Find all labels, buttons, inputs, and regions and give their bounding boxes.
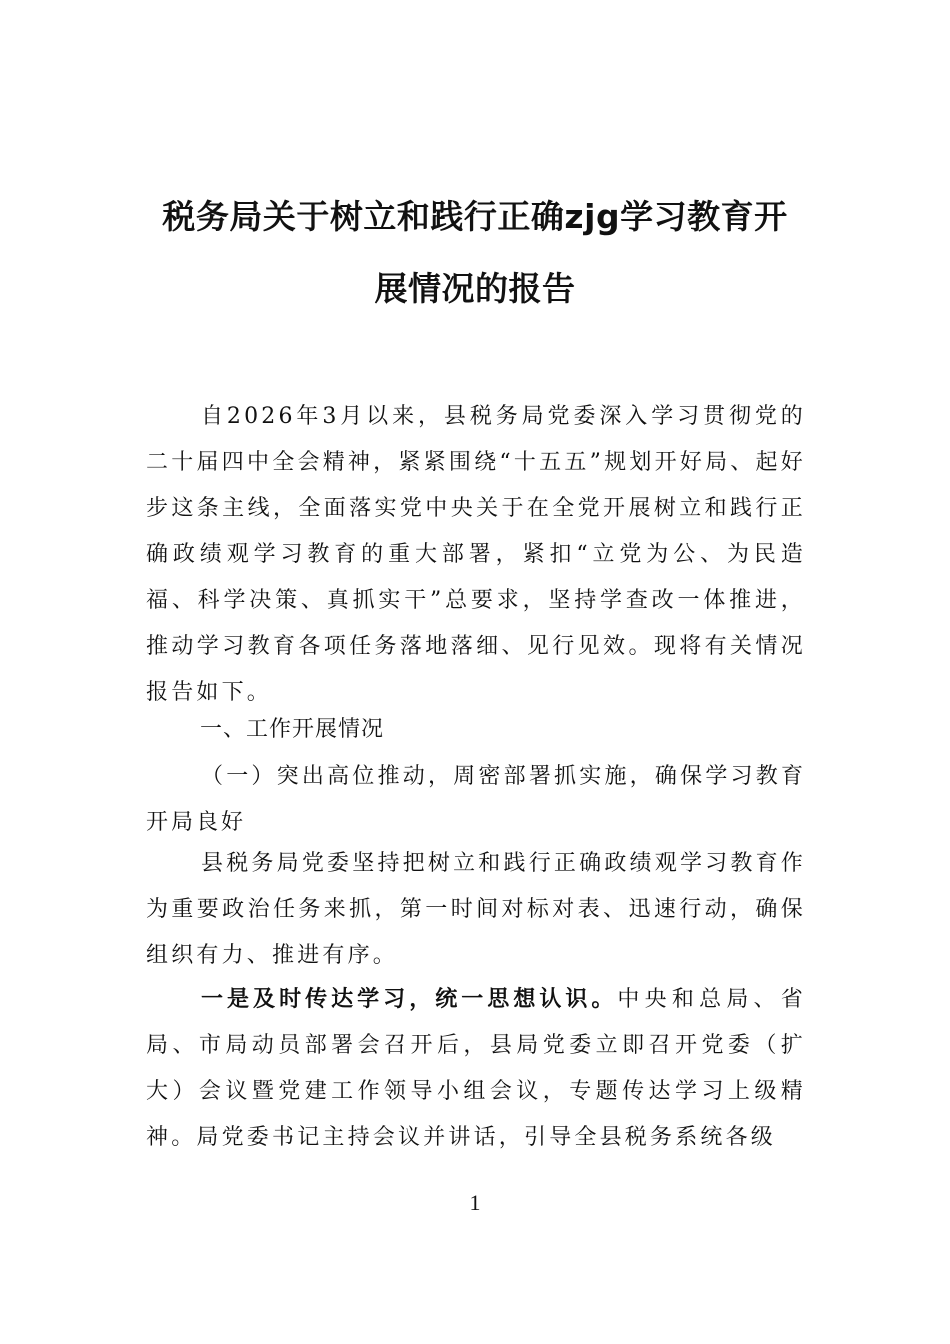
paragraph-2: 县税务局党委坚持把树立和践行正确政绩观学习教育作为重要政治任务来抓，第一时间对标对表、迅速行动，确保组织有力、推进有序。	[146, 851, 806, 968]
document-title-line-1: 税务局关于树立和践行正确zjg学习教育开	[162, 197, 788, 236]
paragraph-3	[146, 977, 806, 1161]
subsection-heading: （一）突出高位推动，周密部署抓实施，确保学习教育开局良好	[146, 764, 806, 835]
paragraph-3-lead: 一是及时传达学习，统一思想认识。	[201, 987, 618, 1012]
paragraph-3-body: 中央和总局、省局、市局动员部署会召开后，县局党委立即召开党委（扩大）会议暨党建工作领导小组会议，专题传达学习上级精神。局党委书记主持会议并讲话，引导全县税务系统各级	[146, 987, 806, 1150]
page-number: 1	[469, 1190, 481, 1215]
intro-paragraph: 自2026年3月以来，县税务局党委深入学习贯彻党的二十届四中全会精神，紧紧围绕“十五五”规划开好局、起好步这条主线，全面落实党中央关于在全党开展树立和践行正确政绩观学习教育的重大部署，紧扣“立党为公、为民造福、科学决策、真抓实干”总要求，坚持学查改一体推进，推动学习教育各项任务落地落细、见行见效。现将有关情况报告如下。	[146, 404, 806, 705]
document-title-line-2: 展情况的报告	[374, 269, 576, 308]
section-heading: 一、工作开展情况	[200, 717, 385, 742]
